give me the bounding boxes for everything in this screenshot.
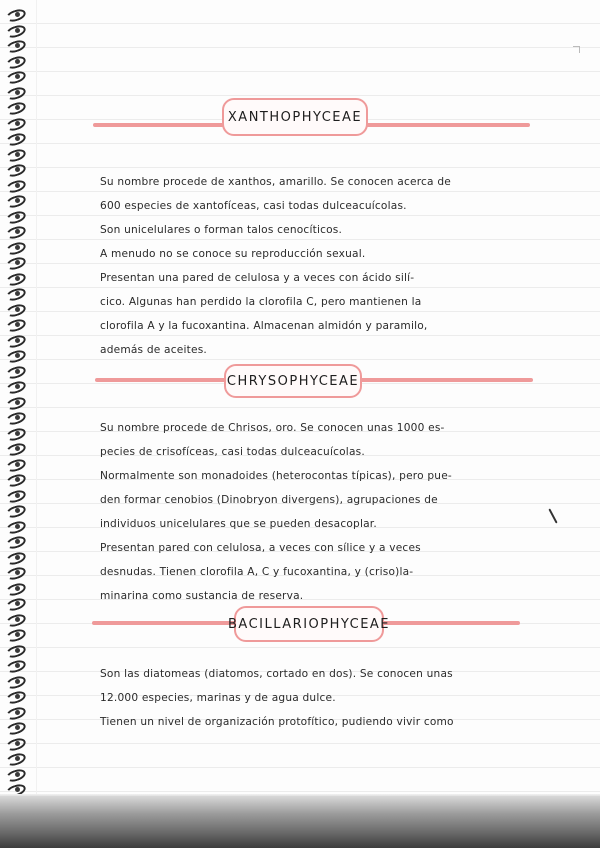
text-line: minarina como sustancia de reserva.	[100, 590, 304, 602]
binding-hole	[15, 431, 20, 436]
text-line: además de aceites.	[100, 344, 207, 356]
binding-hole	[15, 121, 20, 126]
section-title: CHRYSOPHYCEAE	[224, 364, 362, 398]
margin-line	[36, 0, 37, 800]
text-line: pecies de crisofíceas, casi todas dulceacuícolas.	[100, 446, 365, 458]
binding-hole	[15, 105, 20, 110]
text-line: Presentan pared con celulosa, a veces con sílice y a veces	[100, 542, 421, 554]
binding-hole	[15, 524, 20, 529]
spiral-binding	[0, 0, 26, 800]
binding-hole	[15, 353, 20, 358]
text-line: Normalmente son monadoides (heterocontas típicas), pero pue-	[100, 470, 452, 482]
binding-hole	[15, 167, 20, 172]
binding-hole	[15, 555, 20, 560]
binding-hole	[15, 59, 20, 64]
text-line: Presentan una pared de celulosa y a veces con ácido silí-	[100, 272, 415, 284]
binding-hole	[15, 90, 20, 95]
binding-hole	[15, 570, 20, 575]
corner-mark	[573, 46, 580, 53]
binding-hole	[15, 322, 20, 327]
binding-hole	[15, 400, 20, 405]
text-line: desnudas. Tienen clorofila A, C y fucoxantina, y (criso)la-	[100, 566, 414, 578]
binding-hole	[15, 198, 20, 203]
binding-hole	[15, 741, 20, 746]
binding-hole	[15, 601, 20, 606]
text-line: clorofila A y la fucoxantina. Almacenan almidón y paramilo,	[100, 320, 428, 332]
pen-mark	[548, 508, 557, 523]
section-title: BACILLARIOPHYCEAE	[234, 606, 384, 642]
binding-hole	[15, 586, 20, 591]
binding-hole	[15, 291, 20, 296]
binding-hole	[15, 508, 20, 513]
text-line: 600 especies de xantofíceas, casi todas dulceacuícolas.	[100, 200, 407, 212]
section-body	[100, 170, 520, 362]
section-body	[100, 416, 520, 608]
text-line: A menudo no se conoce su reproducción sexual.	[100, 248, 366, 260]
binding-hole	[15, 260, 20, 265]
binding-hole	[15, 632, 20, 637]
text-line: Son las diatomeas (diatomos, cortado en dos). Se conocen unas	[100, 668, 453, 680]
text-line: individuos unicelulares que se pueden desacoplar.	[100, 518, 377, 530]
binding-hole	[15, 772, 20, 777]
binding-hole	[15, 28, 20, 33]
binding-hole	[15, 369, 20, 374]
text-line: Son unicelulares o forman talos cenocíticos.	[100, 224, 343, 236]
binding-hole	[15, 679, 20, 684]
binding-hole	[15, 338, 20, 343]
binding-hole	[15, 307, 20, 312]
binding-hole	[15, 12, 20, 17]
page-shadow	[0, 796, 600, 848]
binding-hole	[15, 276, 20, 281]
binding-hole	[15, 229, 20, 234]
binding-hole	[15, 756, 20, 761]
binding-hole	[15, 648, 20, 653]
binding-hole	[15, 462, 20, 467]
binding-hole	[15, 725, 20, 730]
text-line: 12.000 especies, marinas y de agua dulce.	[100, 692, 336, 704]
binding-hole	[15, 214, 20, 219]
text-line: Su nombre procede de Chrisos, oro. Se conocen unas 1000 es-	[100, 422, 445, 434]
binding-hole	[15, 152, 20, 157]
text-line: cico. Algunas han perdido la clorofila C, pero mantienen la	[100, 296, 422, 308]
text-line: Tienen un nivel de organización protofítico, pudiendo vivir como	[100, 716, 454, 728]
section-title: XANTHOPHYCEAE	[222, 98, 368, 136]
binding-hole	[15, 617, 20, 622]
binding-hole	[15, 74, 20, 79]
binding-hole	[15, 43, 20, 48]
binding-hole	[15, 136, 20, 141]
binding-hole	[15, 446, 20, 451]
binding-hole	[15, 710, 20, 715]
binding-hole	[15, 539, 20, 544]
binding-hole	[15, 663, 20, 668]
section-body	[100, 662, 520, 734]
binding-hole	[15, 787, 20, 792]
binding-hole	[15, 694, 20, 699]
binding-hole	[15, 493, 20, 498]
binding-hole	[15, 183, 20, 188]
binding-hole	[15, 245, 20, 250]
text-line: Su nombre procede de xanthos, amarillo. Se conocen acerca de	[100, 176, 451, 188]
binding-hole	[15, 384, 20, 389]
binding-hole	[15, 415, 20, 420]
text-line: den formar cenobios (Dinobryon divergens), agrupaciones de	[100, 494, 438, 506]
binding-hole	[15, 477, 20, 482]
